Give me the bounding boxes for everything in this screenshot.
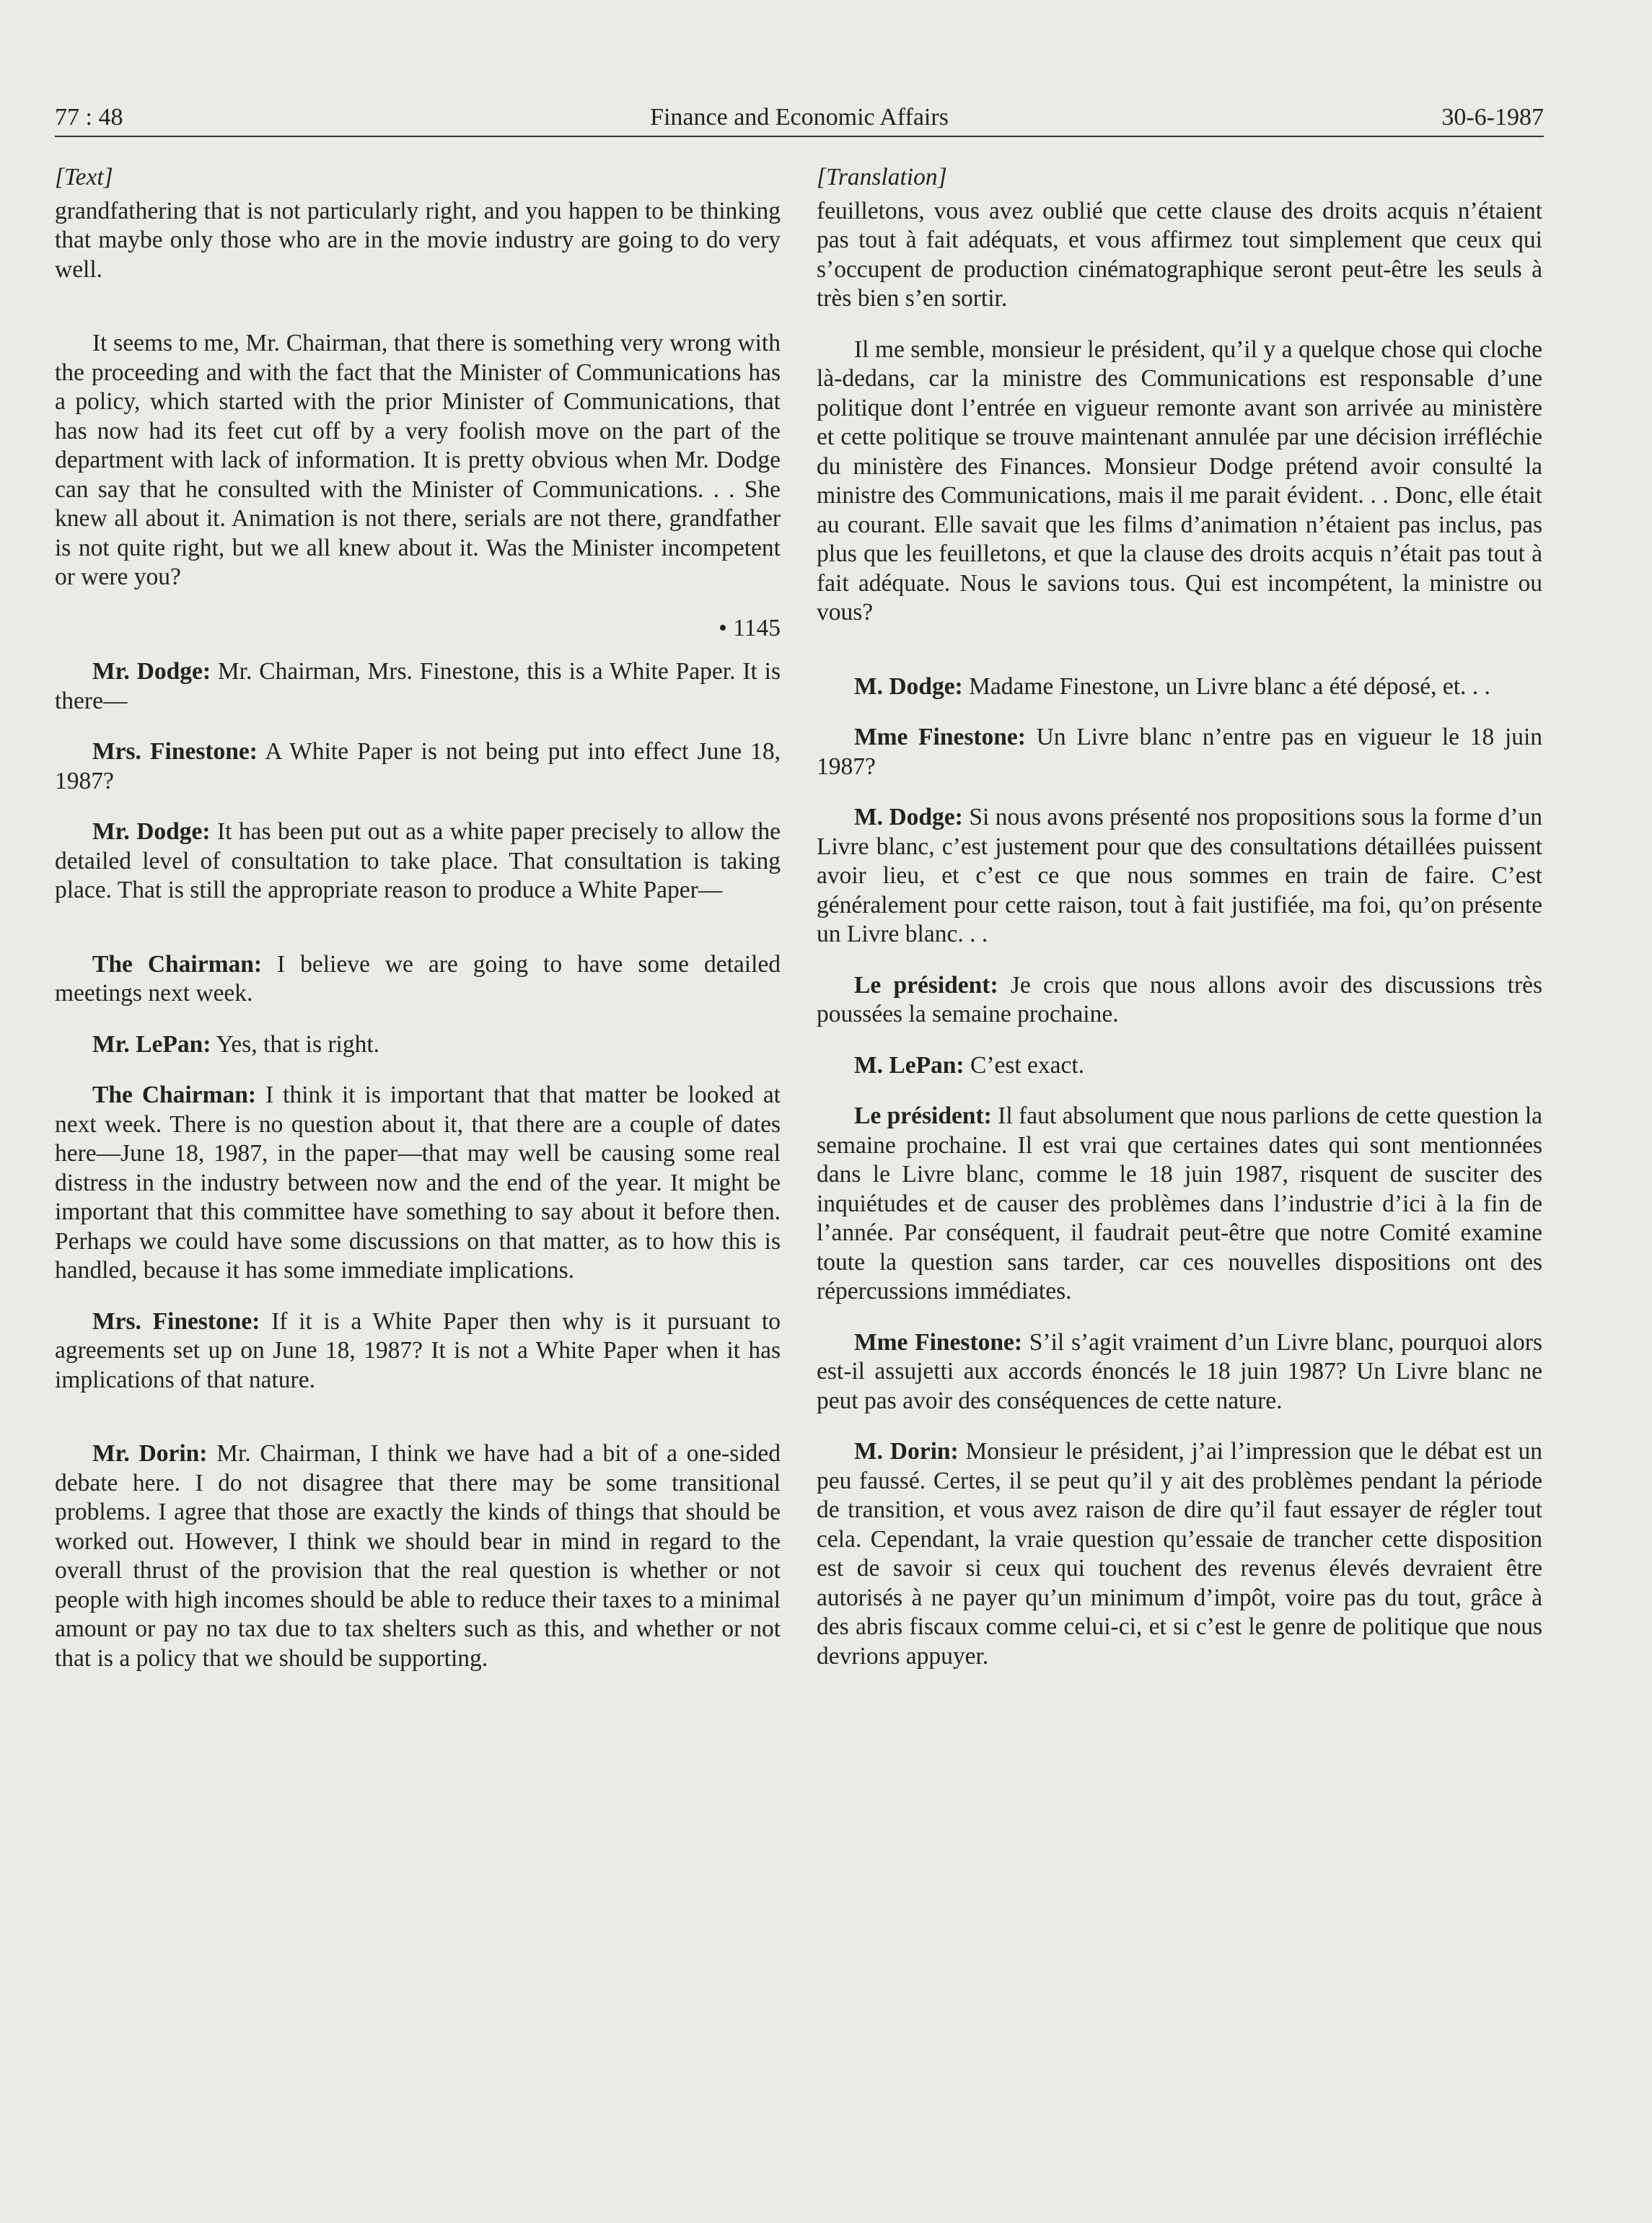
speaker-name: M. Dodge: [854,804,963,830]
paragraph: grandfathering that is not particularly right, and you happen to be thinking that maybe only those who are in the movie industry are going to do very well. [55,197,781,283]
speaker-name: The Chairman: [92,950,263,978]
speech-paragraph [817,803,1542,950]
speech-text: A White Paper is not being put into effect June 18, 1987? [55,738,781,794]
speech-paragraph [817,971,1542,1030]
speech-text: I think it is important that that matter be looked at next week. There is no question about it, that there are a couple of dates here—June 18, 1987, in the paper—that may well be causing some real distress in the industry between now and the end of the year. It might be important that this committee have something to say about it before then. Perhaps we could have some discussions on that matter, as to how this is handled, because it has some immediate implications. [55,1082,781,1284]
speech-text: Un Livre blanc n’entre pas en vigueur le 18 juin 1987? [817,724,1543,780]
speech-text: Yes, that is right. [216,1030,379,1058]
column-language-label: [Text] [55,164,113,190]
speech-text: Monsieur le président, j’ai l’impression que le débat est un peu faussé. Certes, il se peut qu’il y ait des problèmes pendant la période de transition, et vous avez raison de dire qu’il faut essayer de régler tout cela. Cependant, la vraie question qu’essaie de trancher cette disposition est de savoir si ceux qui touchent des revenus élevés devraient être autorisés à ne payer qu’un minimum d’impôt, voire pas du tout, grâce à des abris fiscaux comme celui-ci, et si c’est le genre de politique que nous devrions appuyer. [817,1438,1542,1670]
header-date: 30-6-1987 [1441,104,1544,131]
speaker-name: Le président: [854,1102,992,1129]
speech-paragraph [817,1102,1542,1307]
speech-text: Je crois que nous allons avoir des discussions très poussées la semaine prochaine. [817,971,1543,1027]
speech-paragraph [817,1328,1542,1416]
speaker-name: Le président: [854,971,998,999]
speech-text: S’il s’agit vraiment d’un Livre blanc, pourquoi alors est-il assujetti aux accords énoncés le 18 juin 1987? Un Livre blanc ne peut pas avoir des conséquences de cette nature. [817,1328,1542,1414]
french-column [817,163,1542,1693]
speaker-name: Mr. Dodge: [92,818,211,845]
speech-paragraph [817,723,1542,781]
paragraph: Il me semble, monsieur le président, qu’il y a quelque chose qui cloche là-dedans, car la ministre des Communications est responsable d’une politique dont l’entrée en vigueur remonte avant son arrivée au ministère et cette politique se trouve maintenant annulée par une décision irréfléchie du ministère des Finances. Monsieur Dodge prétend avoir consulté la ministre des Communications, mais il me parait évident. . . Donc, elle était au courant. Elle savait que les films d’animation n’étaient pas inclus, pas plus que les feuilletons, et que la clause des droits acquis n’était pas tout à fait adéquate. Nous le savions tous. Qui est incompétent, la ministre ou vous? [817,336,1542,626]
speech-paragraph [55,1081,781,1286]
speech-text: Il faut absolument que nous parlions de cette question la semaine prochaine. Il est vrai que certaines dates qui sont mentionnées dans le Livre blanc, comme le 18 juin 1987, risquent de susciter des inquiétudes et de causer des problèmes dans l’industrie d’ici à la fin de l’année. Par conséquent, il faudrait peut-être que notre Comité examine toute la question sans tarder, car ces nouvelles dispositions ont des répercussions immédiates. [817,1102,1542,1305]
page-number: 77 : 48 [55,104,123,131]
speech-text: If it is a White Paper then why is it pursuant to agreements set up on June 18, 1987? It is not a White Paper when it has implications of that nature. [55,1307,781,1393]
speaker-name: M. Dorin: [854,1438,959,1465]
speaker-name: Mme Finestone: [854,724,1026,750]
speech-paragraph [55,657,781,716]
speech-paragraph [55,1439,781,1673]
paragraph: feuilletons, vous avez oublié que cette clause des droits acquis n’étaient pas tout à fait adéquats, et vous affirmez tout simplement que ceux qui s’occupent de production cinématographique seront peut-être les seuls à très bien s’en sortir. [817,197,1542,312]
speaker-name: M. LePan: [854,1051,965,1079]
speech-paragraph [817,672,1542,702]
speech-paragraph [55,1307,781,1395]
speech-text: Mr. Chairman, I think we have had a bit of a one-sided debate here. I do not disagree that there may be some transitional problems. I agree that those are exactly the kinds of things that should be worked out. However, I think we should bear in mind in regard to the overall thrust of the provision that the real question is whether or not people with high incomes should be able to reduce their taxes to a minimal amount or pay no tax due to tax shelters such as this, and whether or not that is a policy that we should be supporting. [55,1440,781,1672]
english-column [55,163,781,1695]
page-header [55,100,1544,137]
timestamp: • 1145 [719,614,781,641]
speech-paragraph [55,1030,781,1060]
speech-paragraph [55,950,781,1009]
speech-paragraph [817,1437,1542,1671]
speaker-name: Mr. Dorin: [92,1440,208,1467]
speaker-name: Mr. LePan: [92,1030,211,1058]
paragraph: It seems to me, Mr. Chairman, that there is something very wrong with the proceeding and with the fact that the Minister of Communications has a policy, which started with the prior Minister of Communications, that has now had its feet cut off by a very foolish move on the part of the department with lack of information. It is pretty obvious when Mr. Dodge can say that he consulted with the Minister of Communications. . . She knew all about it. Animation is not there, serials are not there, grandfather is not quite right, but we all knew about it. Was the Minister incompetent or were you? [55,330,781,590]
speech-text: It has been put out as a white paper precisely to allow the detailed level of consultation to take place. That consultation is taking place. That is still the appropriate reason to produce a White Paper— [55,818,781,903]
speech-text: I believe we are going to have some detailed meetings next week. [55,950,781,1007]
speech-text: Mr. Chairman, Mrs. Finestone, this is a White Paper. It is there— [55,658,781,714]
speech-text: Si nous avons présenté nos propositions sous la forme d’un Livre blanc, c’est justement pour que des consultations détaillées puissent avoir lieu, et c’est ce que nous sommes en train de faire. C’est généralement pour cette raison, tout à fait justifiée, ma foi, qu’on présente un Livre blanc. . . [817,804,1542,947]
speech-text: C’est exact. [970,1051,1085,1079]
speaker-name: M. Dodge: [854,672,963,700]
speech-paragraph [55,737,781,796]
speech-text: Madame Finestone, un Livre blanc a été déposé, et. . . [969,672,1490,700]
speech-paragraph [817,1051,1542,1081]
speech-paragraph [55,817,781,906]
speaker-name: The Chairman: [92,1082,257,1108]
speaker-name: Mme Finestone: [854,1328,1023,1356]
speaker-name: Mrs. Finestone: [92,738,258,765]
column-language-label: [Translation] [817,164,947,190]
running-title: Finance and Economic Affairs [650,104,949,131]
speaker-name: Mrs. Finestone: [92,1307,260,1335]
speaker-name: Mr. Dodge: [92,658,211,685]
